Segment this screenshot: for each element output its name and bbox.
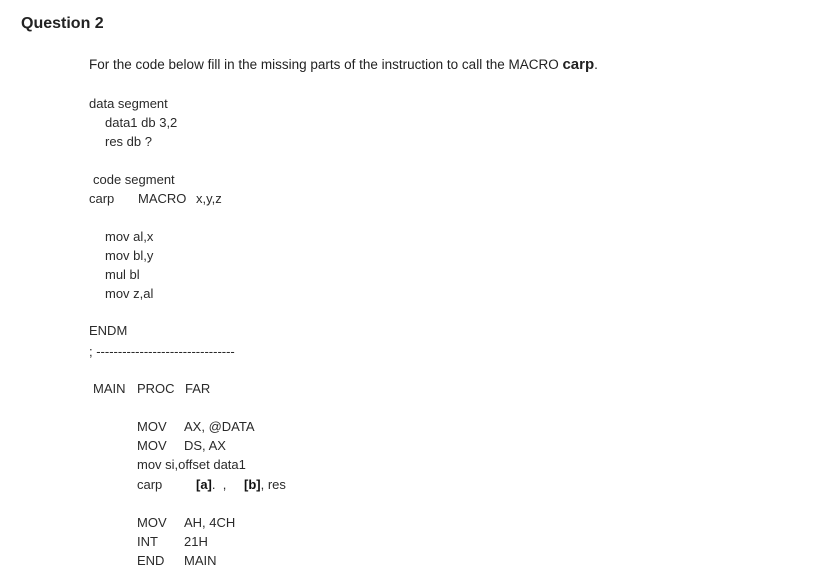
blank-b-group — [244, 476, 286, 494]
blank-b-suffix: , res — [260, 477, 286, 492]
mov-ah-args: AH, 4CH — [184, 515, 236, 530]
macro-keyword: MACRO — [138, 191, 187, 206]
endm-line: ENDM — [89, 323, 128, 338]
blank-a-suffix: . , — [211, 477, 227, 492]
int-op: INT — [137, 534, 158, 549]
macro-call-name: carp — [137, 477, 163, 492]
question-title: Question 2 — [21, 15, 104, 32]
code-segment-line: code segment — [93, 172, 175, 187]
res-declaration: res db ? — [105, 134, 152, 149]
macro-params: x,y,z — [196, 191, 222, 206]
mov-ds-op: MOV — [137, 438, 167, 453]
mov-si-line: mov si,offset data1 — [137, 457, 246, 472]
end-op: END — [137, 553, 165, 568]
separator-comment: ; -------------------------------- — [89, 344, 235, 359]
macro-line-mov-al: mov al,x — [105, 229, 154, 244]
end-arg: MAIN — [184, 553, 217, 568]
mov-ah-op: MOV — [137, 515, 167, 530]
data1-declaration: data1 db 3,2 — [105, 115, 178, 130]
mov-ax-args: AX, @DATA — [184, 419, 255, 434]
proc-keyword: PROC — [137, 381, 175, 396]
macro-line-mov-z: mov z,al — [105, 286, 154, 301]
macro-label: carp — [89, 191, 115, 206]
macro-name-highlight: carp — [562, 56, 595, 73]
main-label: MAIN — [93, 381, 126, 396]
instruction-text: For the code below fill in the missing parts of the instruction to call the MACRO — [89, 57, 563, 72]
blank-a: [a] — [196, 477, 212, 492]
question-instruction — [89, 56, 598, 74]
blank-a-group — [196, 476, 226, 494]
far-keyword: FAR — [185, 381, 211, 396]
mov-ax-op: MOV — [137, 419, 167, 434]
mov-ds-args: DS, AX — [184, 438, 226, 453]
blank-b: [b] — [244, 477, 261, 492]
instruction-end: . — [594, 57, 598, 72]
int-arg: 21H — [184, 534, 208, 549]
macro-line-mul: mul bl — [105, 267, 140, 282]
data-segment-line: data segment — [89, 96, 168, 111]
macro-line-mov-bl: mov bl,y — [105, 248, 154, 263]
